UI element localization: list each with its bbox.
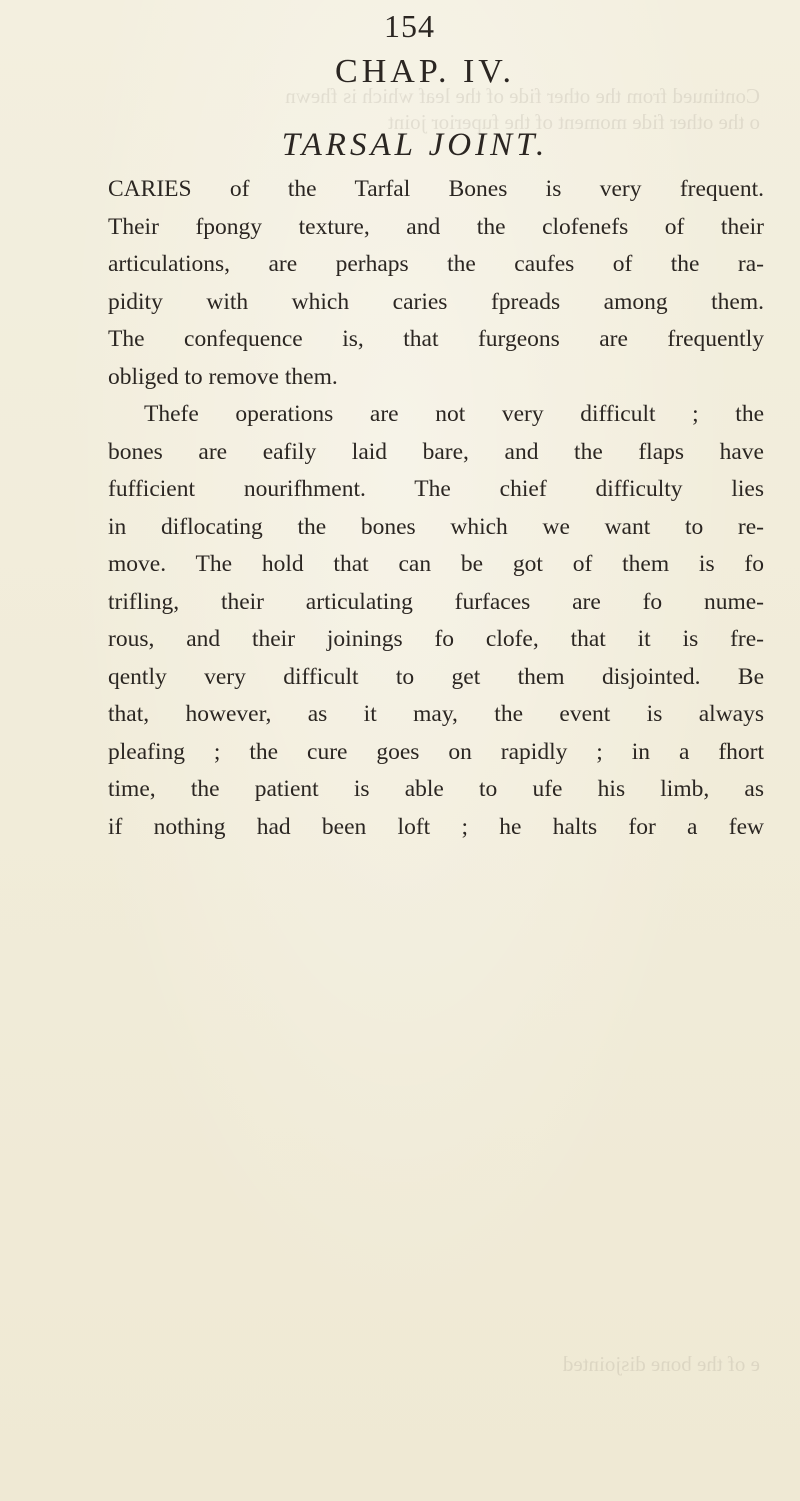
text-line: if nothing had been loft ; he halts for a few xyxy=(108,813,764,840)
paragraph xyxy=(108,396,764,846)
body-text xyxy=(108,171,764,846)
text-line: The confequence is, that furgeons are frequently xyxy=(108,326,764,352)
text-line: in diflocating the bones which we want to re- xyxy=(108,513,764,540)
bleed-through-text: e of the bone disjointed xyxy=(562,1352,760,1376)
text-line: qently very difficult to get them disjointed. Be xyxy=(108,663,764,690)
bleed-through-text: o the other fide moment of the fuperior joint xyxy=(387,110,760,134)
text-line: Thefe operations are not very difficult ; the xyxy=(144,401,764,427)
text-line: trifling, their articulating furfaces are fo nume- xyxy=(108,588,764,615)
text-line: bones are eafily laid bare, and the flaps have xyxy=(108,438,764,465)
text-line: pidity with which caries fpreads among them. xyxy=(108,288,764,315)
text-line: fufficient nourifhment. The chief difficulty lies xyxy=(108,476,764,502)
section-title: TARSAL JOINT. xyxy=(281,127,549,163)
chapter-heading: CHAP. IV. xyxy=(335,53,515,90)
text-line: that, however, as it may, the event is always xyxy=(108,701,764,727)
page-number: 154 xyxy=(384,8,435,44)
text-line: pleafing ; the cure goes on rapidly ; in a fhort xyxy=(108,738,764,765)
text-line: articulations, are perhaps the caufes of the ra- xyxy=(108,251,764,277)
paragraph xyxy=(108,171,764,396)
text-line: time, the patient is able to ufe his limb, as xyxy=(108,776,764,802)
text-line: rous, and their joinings fo clofe, that it is fre- xyxy=(108,626,764,652)
text-line: move. The hold that can be got of them is fo xyxy=(108,551,764,577)
text-line: obliged to remove them. xyxy=(108,363,338,390)
text-line: Their fpongy texture, and the clofenefs of their xyxy=(108,213,764,240)
bleed-through-text: Continued from the other fide of the leaf which is fhewn xyxy=(285,84,760,108)
text-line: CARIES of the Tarfal Bones is very frequent. xyxy=(108,176,764,202)
